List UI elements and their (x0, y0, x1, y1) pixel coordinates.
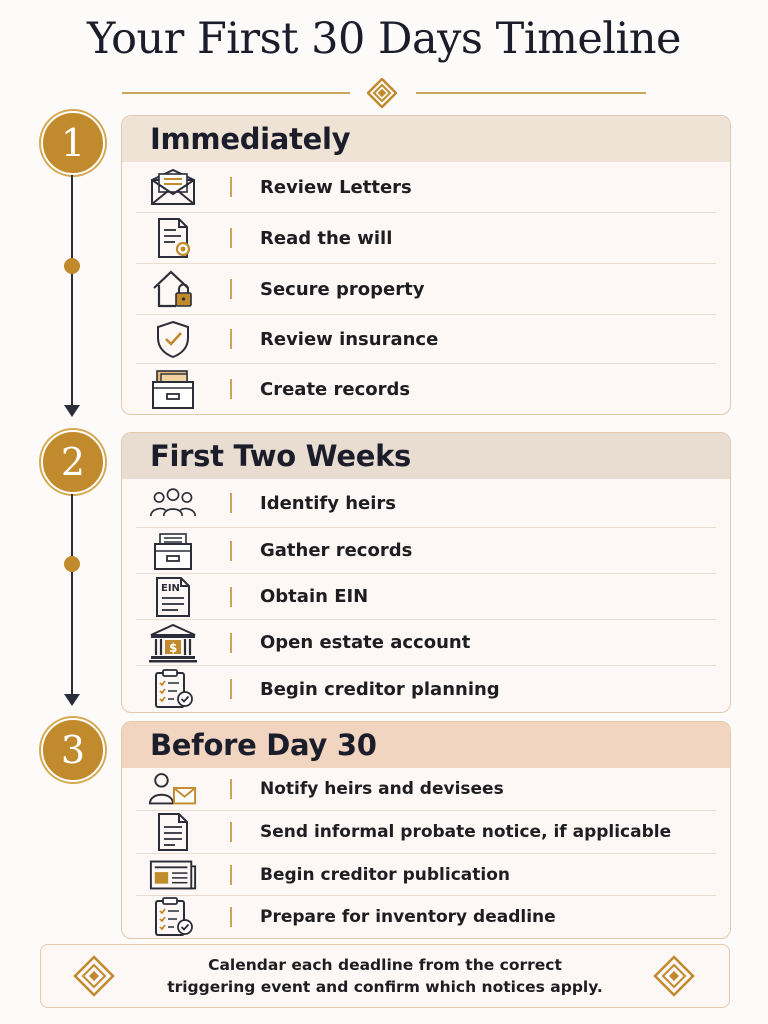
step-number-1: 1 (41, 111, 105, 175)
shield-check-icon (148, 319, 198, 359)
step-number-3: 3 (41, 718, 105, 782)
item-label: Read the will (260, 227, 393, 249)
document-icon (148, 812, 198, 852)
document-seal-icon (148, 218, 198, 258)
list-item (136, 768, 716, 811)
list-item (136, 620, 716, 666)
list-item (136, 264, 716, 315)
bank-icon (148, 623, 198, 663)
item-label: Begin creditor publication (260, 864, 510, 885)
list-item (136, 528, 716, 574)
list-item (136, 479, 716, 528)
row-separator (230, 228, 232, 248)
diamond-ornament-icon (367, 78, 397, 108)
footer-line-2: triggering event and confirm which notices apply. (167, 978, 603, 996)
list-item (136, 854, 716, 896)
timeline-line-1 (71, 175, 73, 407)
row-separator (230, 587, 232, 607)
item-label: Begin creditor planning (260, 678, 500, 700)
row-separator (230, 493, 232, 513)
envelope-icon (148, 167, 198, 207)
row-separator (230, 329, 232, 349)
row-separator (230, 633, 232, 653)
timeline-arrow-1 (64, 405, 80, 417)
step-number-2: 2 (41, 430, 105, 494)
house-lock-icon (148, 269, 198, 309)
diamond-ornament-icon (73, 955, 115, 997)
page-title: Your First 30 Days Timeline (87, 14, 681, 64)
section-card-before-day-30 (121, 721, 731, 939)
item-label: Open estate account (260, 632, 471, 653)
newspaper-icon (148, 855, 198, 895)
item-label: Prepare for inventory deadline (260, 907, 556, 927)
row-separator (230, 679, 232, 699)
person-mail-icon (148, 769, 198, 809)
list-item (136, 811, 716, 854)
item-label: Review Letters (260, 176, 412, 198)
row-separator (230, 779, 232, 799)
row-separator (230, 865, 232, 885)
file-drawer-icon (148, 531, 198, 571)
file-drawer-icon (148, 369, 198, 409)
footer-text (161, 954, 609, 998)
section-heading: First Two Weeks (122, 433, 730, 479)
row-separator (230, 541, 232, 561)
title-rule-right (416, 92, 646, 94)
title-rule-left (122, 92, 350, 94)
people-icon (148, 483, 198, 523)
item-label: Send informal probate notice, if applicable (260, 822, 672, 842)
list-item (136, 315, 716, 364)
timeline-dot-2 (64, 556, 80, 572)
list-item (136, 896, 716, 938)
row-separator (230, 177, 232, 197)
item-label: Review insurance (260, 328, 439, 350)
row-separator (230, 279, 232, 299)
item-label: Identify heirs (260, 492, 396, 514)
row-separator (230, 907, 232, 927)
list-item (136, 666, 716, 712)
checklist-icon (148, 897, 198, 937)
list-item (136, 213, 716, 264)
list-item (136, 162, 716, 213)
diamond-ornament-icon (653, 955, 695, 997)
item-label: Create records (260, 378, 411, 400)
checklist-icon (148, 669, 198, 709)
section-heading: Before Day 30 (122, 722, 730, 768)
svg-text:EIN: EIN (161, 582, 180, 594)
svg-text:$: $ (169, 640, 178, 655)
row-separator (230, 379, 232, 399)
footer-note (40, 944, 730, 1008)
item-label: Secure property (260, 278, 425, 300)
timeline-line-2 (71, 494, 73, 696)
list-item (136, 574, 716, 620)
item-label: Notify heirs and devisees (260, 779, 504, 799)
section-card-first-two-weeks (121, 432, 731, 713)
timeline-dot-1 (64, 258, 80, 274)
timeline-arrow-2 (64, 694, 80, 706)
item-label: Obtain EIN (260, 586, 369, 607)
row-separator (230, 822, 232, 842)
list-item (136, 364, 716, 414)
item-label: Gather records (260, 540, 413, 561)
footer-line-1: Calendar each deadline from the correct (208, 956, 562, 974)
ein-document-icon (148, 577, 198, 617)
section-card-immediately (121, 115, 731, 415)
section-heading: Immediately (122, 116, 730, 162)
